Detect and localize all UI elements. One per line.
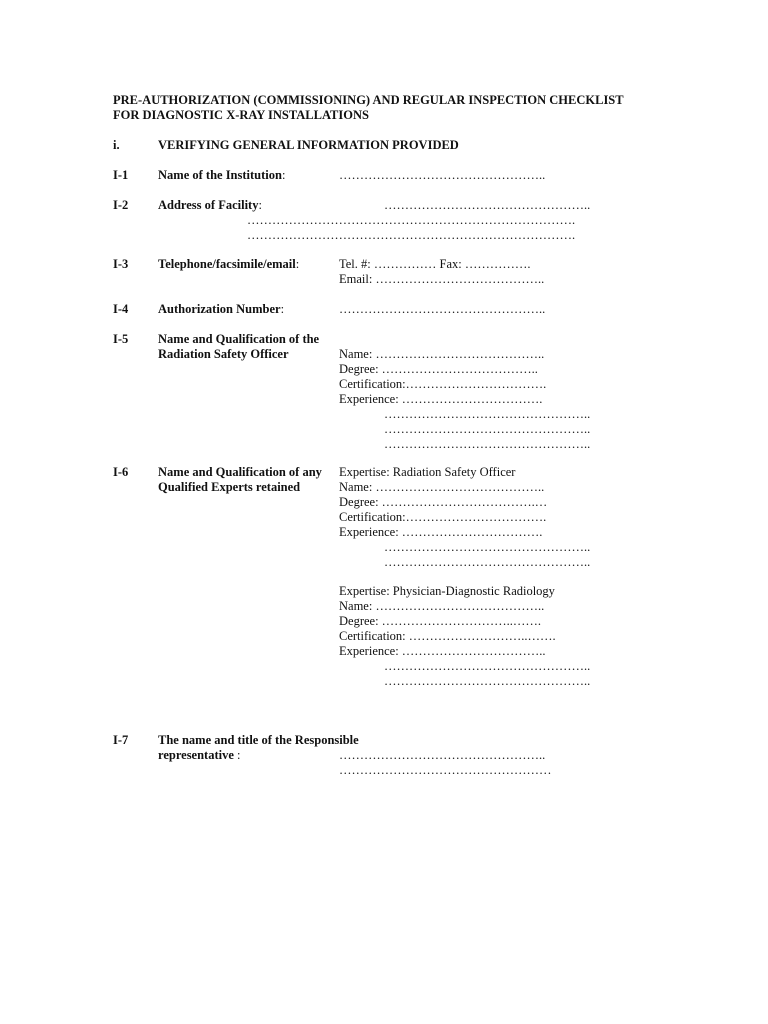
- rso-experience-line3[interactable]: …………………………………………..: [384, 437, 591, 451]
- item-i5-label-line2: Radiation Safety Officer: [158, 347, 289, 361]
- rso-degree-field[interactable]: Degree: ………………………………..: [339, 362, 538, 376]
- facility-address-line2[interactable]: …………………………………………………………………….: [247, 213, 576, 227]
- item-i4-label: [158, 302, 284, 317]
- authorization-number-field[interactable]: …………………………………………..: [339, 302, 546, 316]
- item-i3-label-text: Telephone/facsimile/email: [158, 257, 296, 271]
- expert1-experience-field[interactable]: Experience: …………………………….: [339, 525, 543, 539]
- item-i6-label-line2: Qualified Experts retained: [158, 480, 301, 494]
- facility-address-line3[interactable]: …………………………………………………………………….: [247, 228, 576, 242]
- item-i7-number: I-7: [113, 733, 129, 747]
- item-i5-number: I-5: [113, 332, 129, 346]
- facility-address-field[interactable]: …………………………………………..: [384, 198, 591, 212]
- rso-experience-field[interactable]: Experience: …………………………….: [339, 392, 543, 406]
- item-i2-label-text: Address of Facility: [158, 198, 259, 212]
- rso-certification-field[interactable]: Certification:…………………………….: [339, 377, 547, 391]
- expert1-certification-field[interactable]: Certification:…………………………….: [339, 510, 547, 524]
- expert2-name-field[interactable]: Name: …………………………………..: [339, 599, 545, 613]
- item-i1-colon: :: [281, 168, 286, 182]
- item-i4-label-text: Authorization Number: [158, 302, 281, 316]
- expert1-degree-field[interactable]: Degree: ……………………………….…: [339, 495, 548, 509]
- item-i6-label-line1: Name and Qualification of any: [158, 465, 322, 479]
- item-i6-number: I-6: [113, 465, 129, 479]
- item-i2-label: [158, 198, 262, 213]
- rso-experience-line1[interactable]: …………………………………………..: [384, 407, 591, 421]
- expert2-experience-field[interactable]: Experience: ……………………………..: [339, 644, 546, 658]
- item-i5-label-line1: Name and Qualification of the: [158, 332, 320, 346]
- item-i4-colon: :: [280, 302, 285, 316]
- institution-name-field[interactable]: …………………………………………..: [339, 168, 546, 182]
- expert2-degree-field[interactable]: Degree: …………………………..…….: [339, 614, 542, 628]
- expert2-experience-line2[interactable]: …………………………………………..: [384, 674, 591, 688]
- expert1-expertise: Expertise: Radiation Safety Officer: [339, 465, 516, 479]
- expert1-experience-line1[interactable]: …………………………………………..: [384, 540, 591, 554]
- representative-title-field[interactable]: ……………………………………………: [339, 763, 552, 777]
- item-i3-label: [158, 257, 299, 272]
- email-field[interactable]: Email: …………………………………..: [339, 272, 545, 286]
- item-i1-label-text: Name of the Institution: [158, 168, 282, 182]
- document-title-line1: PRE-AUTHORIZATION (COMMISSIONING) AND REGULAR INSPECTION CHECKLIST: [113, 93, 624, 107]
- item-i1-number: I-1: [113, 168, 129, 182]
- section-title: VERIFYING GENERAL INFORMATION PROVIDED: [158, 138, 459, 152]
- representative-name-field[interactable]: …………………………………………..: [339, 748, 546, 762]
- document-title-line2: FOR DIAGNOSTIC X-RAY INSTALLATIONS: [113, 108, 369, 122]
- expert1-name-field[interactable]: Name: …………………………………..: [339, 480, 545, 494]
- expert2-expertise: Expertise: Physician-Diagnostic Radiology: [339, 584, 555, 598]
- item-i7-colon: :: [233, 748, 241, 762]
- rso-experience-line2[interactable]: …………………………………………..: [384, 422, 591, 436]
- telephone-fax-field[interactable]: Tel. #: …………… Fax: …………….: [339, 257, 531, 271]
- section-number: i.: [113, 138, 120, 152]
- item-i7-label-line2: [158, 748, 241, 763]
- expert1-experience-line2[interactable]: …………………………………………..: [384, 555, 591, 569]
- item-i3-number: I-3: [113, 257, 129, 271]
- item-i2-number: I-2: [113, 198, 129, 212]
- item-i2-colon: :: [258, 198, 262, 212]
- item-i3-colon: :: [295, 257, 300, 271]
- item-i4-number: I-4: [113, 302, 129, 316]
- rso-name-field[interactable]: Name: …………………………………..: [339, 347, 545, 361]
- expert2-certification-field[interactable]: Certification: ………………………..…….: [339, 629, 556, 643]
- item-i7-label-text: representative: [158, 748, 234, 762]
- item-i7-label-line1: The name and title of the Responsible: [158, 733, 359, 747]
- item-i1-label: [158, 168, 285, 183]
- expert2-experience-line1[interactable]: …………………………………………..: [384, 659, 591, 673]
